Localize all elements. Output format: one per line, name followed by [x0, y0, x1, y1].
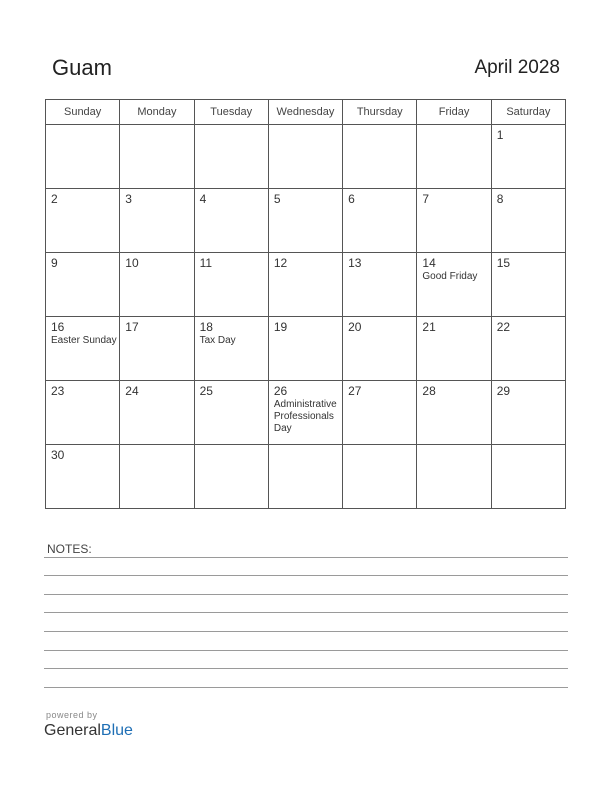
- week-row: [46, 445, 566, 509]
- day-cell: [194, 253, 268, 317]
- calendar-weeks: [46, 125, 566, 509]
- day-number: 3: [125, 192, 132, 206]
- day-cell: [491, 381, 565, 445]
- day-cell: [343, 125, 417, 189]
- day-cell: [120, 381, 194, 445]
- note-line: [44, 650, 568, 651]
- day-cell: [46, 317, 120, 381]
- day-cell: [194, 317, 268, 381]
- day-cell: [268, 125, 342, 189]
- day-cell: [343, 253, 417, 317]
- calendar-month-title: April 2028: [474, 57, 560, 78]
- day-number: 25: [199, 384, 213, 398]
- day-number: 17: [125, 320, 139, 334]
- day-number: 29: [496, 384, 511, 398]
- day-cell: [417, 381, 491, 445]
- day-cell: [417, 253, 491, 317]
- day-number: 10: [125, 256, 139, 270]
- note-line: [44, 612, 568, 613]
- day-number: 24: [125, 384, 139, 398]
- day-cell: [120, 189, 194, 253]
- day-cell: [194, 445, 268, 509]
- day-number: 15: [496, 256, 511, 270]
- week-row: [46, 317, 566, 381]
- week-row: [46, 189, 566, 253]
- day-cell: [268, 253, 342, 317]
- day-number: 1: [496, 128, 504, 142]
- day-cell: [46, 125, 120, 189]
- day-cell: [194, 125, 268, 189]
- day-number: 28: [422, 384, 436, 398]
- calendar-grid: [45, 99, 566, 509]
- day-number: 8: [496, 192, 504, 206]
- day-number: 20: [348, 320, 362, 334]
- holiday-label: Tax Day: [199, 335, 236, 346]
- day-number: 4: [199, 192, 207, 206]
- weekday-wednesday: Wednesday: [268, 100, 342, 125]
- day-cell: [268, 445, 342, 509]
- note-line: [44, 631, 568, 632]
- day-cell: [343, 317, 417, 381]
- day-number: 21: [422, 320, 436, 334]
- day-cell: [120, 445, 194, 509]
- day-number: 6: [348, 192, 355, 206]
- day-cell: [417, 189, 491, 253]
- day-cell: [343, 189, 417, 253]
- day-cell: [343, 381, 417, 445]
- weekday-thursday: Thursday: [343, 100, 417, 125]
- weekday-sunday: Sunday: [46, 100, 120, 125]
- day-cell: [491, 253, 565, 317]
- notes-label: NOTES:: [47, 542, 92, 556]
- day-number: 23: [51, 384, 65, 398]
- brand-blue: Blue: [100, 722, 133, 739]
- day-cell: [194, 381, 268, 445]
- day-number: 16: [51, 320, 65, 334]
- day-cell: [120, 253, 194, 317]
- note-line: [44, 687, 568, 688]
- week-row: [46, 381, 566, 445]
- note-line: [44, 668, 568, 669]
- week-row: [46, 125, 566, 189]
- week-row: [46, 253, 566, 317]
- day-cell: [268, 381, 342, 445]
- powered-by-text: powered by: [46, 710, 98, 720]
- brand-logo: [44, 722, 133, 740]
- weekday-header-row: [46, 100, 566, 125]
- weekday-tuesday: Tuesday: [194, 100, 268, 125]
- day-cell: [194, 189, 268, 253]
- day-cell: [46, 189, 120, 253]
- day-cell: [268, 317, 342, 381]
- day-number: 7: [422, 192, 430, 206]
- note-line: [44, 557, 568, 558]
- day-number: 30: [51, 448, 65, 462]
- day-number: 5: [273, 192, 281, 206]
- day-cell: [417, 445, 491, 509]
- day-cell: [417, 317, 491, 381]
- weekday-monday: Monday: [120, 100, 194, 125]
- day-number: 12: [273, 256, 288, 270]
- day-number: 18: [199, 320, 213, 334]
- calendar-region-title: Guam: [52, 55, 112, 80]
- weekday-friday: Friday: [417, 100, 491, 125]
- holiday-label: Administrative Professionals Day: [273, 399, 337, 434]
- day-number: 26: [273, 384, 288, 398]
- day-cell: [268, 189, 342, 253]
- day-number: 11: [199, 256, 213, 270]
- day-cell: [417, 125, 491, 189]
- day-cell: [120, 125, 194, 189]
- day-cell: [46, 445, 120, 509]
- day-cell: [46, 381, 120, 445]
- note-line: [44, 594, 568, 595]
- day-cell: [491, 125, 565, 189]
- day-cell: [46, 253, 120, 317]
- day-number: 13: [348, 256, 362, 270]
- day-cell: [343, 445, 417, 509]
- weekday-saturday: Saturday: [491, 100, 565, 125]
- note-line: [44, 575, 568, 576]
- day-number: 14: [422, 256, 436, 270]
- day-cell: [491, 445, 565, 509]
- day-number: 19: [273, 320, 288, 334]
- holiday-label: Easter Sunday: [51, 335, 117, 346]
- day-cell: [491, 189, 565, 253]
- day-number: 9: [51, 256, 58, 270]
- brand-general: General: [44, 722, 101, 739]
- holiday-label: Good Friday: [422, 271, 478, 282]
- day-cell: [491, 317, 565, 381]
- day-cell: [120, 317, 194, 381]
- day-number: 2: [51, 192, 58, 206]
- day-number: 22: [496, 320, 511, 334]
- day-number: 27: [348, 384, 362, 398]
